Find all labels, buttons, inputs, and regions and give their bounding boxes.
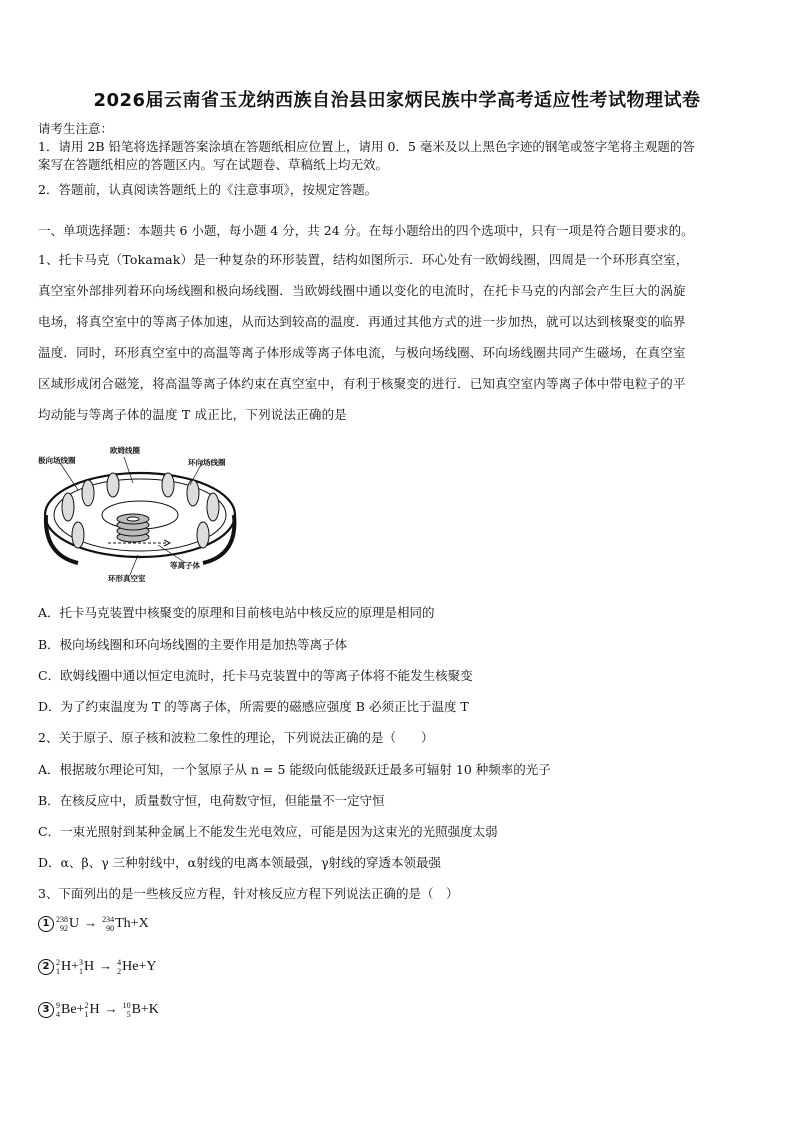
q1-option-c: C．欧姆线圈中通以恒定电流时，托卡马克装置中的等离子体将不能发生核聚变 [38, 668, 473, 683]
q1-stem-line: 电场，将真空室中的等离子体加速，从而达到较高的温度．再通过其他方式的进一步加热，就可以达到核聚变的临界 [38, 314, 686, 329]
mass-number: 234 [102, 915, 115, 925]
reaction-arrow: → [104, 1001, 118, 1016]
label-plasma: 等离子体 [170, 561, 200, 570]
q1-option-a: A．托卡马克装置中核聚变的原理和目前核电站中核反应的原理是相同的 [38, 605, 435, 620]
tokamak-figure [38, 445, 243, 585]
q3-stem: 3、下面列出的是一些核反应方程，针对核反应方程下列说法正确的是（ ） [38, 886, 459, 901]
nuclide-symbol: U [69, 916, 80, 932]
mass-number: 2 [84, 1001, 89, 1011]
label-poloidal-coil: 极向场线圈 [38, 456, 76, 465]
nuclide-symbol: H+ [61, 959, 80, 975]
q1-option-d: D．为了约束温度为 T 的等离子体，所需要的磁感应强度 B 必须正比于温度 T [38, 699, 469, 714]
nuclide-symbol: H [84, 959, 95, 975]
q3-equation-1 [38, 915, 149, 933]
q1-stem-line: 1、托卡马克（Tokamak）是一种复杂的环形装置，结构如图所示．环心处有一欧姆线圈，四周是一个环形真空室， [38, 252, 689, 267]
mass-number: 238 [56, 915, 68, 925]
q2-option-b: B．在核反应中，质量数守恒，电荷数守恒，但能量不一定守恒 [38, 793, 385, 808]
mass-number: 3 [79, 958, 84, 968]
nuclide-symbol: B+K [131, 1002, 159, 1018]
q1-stem-line: 真空室外部排列着环向场线圈和极向场线圈．当欧姆线圈中通以变化的电流时，在托卡马克的内部会产生巨大的涡旋 [38, 283, 686, 298]
nuclide-symbol: Th+X [115, 916, 149, 932]
nuclide-symbol: H [89, 1002, 100, 1018]
q2-option-d: D．α、β、γ 三种射线中，α射线的电离本领最强，γ射线的穿透本领最强 [38, 855, 442, 870]
notice-item-1-line-2: 案写在答题纸相应的答题区内。写在试题卷、草稿纸上均无效。 [38, 157, 389, 172]
q2-option-a: A．根据玻尔理论可知，一个氢原子从 n = 5 能级向低能级跃迁最多可辐射 10 种频率的光子 [38, 762, 551, 777]
atomic-number: 2 [117, 967, 122, 977]
notice-heading: 请考生注意： [38, 121, 114, 136]
q1-stem-line: 均动能与等离子体的温度 T 成正比，下列说法正确的是 [38, 407, 347, 422]
mass-number: 2 [56, 958, 60, 968]
label-ohm-coil: 欧姆线圈 [110, 446, 140, 455]
atomic-number: 90 [106, 924, 115, 934]
atomic-number: 1 [79, 967, 84, 977]
mass-number: 9 [56, 1001, 60, 1011]
circled-number: 1 [38, 916, 54, 932]
q1-option-b: B．极向场线圈和环向场线圈的主要作用是加热等离子体 [38, 637, 348, 652]
atomic-number: 4 [56, 1010, 60, 1020]
notice-item-1-line-1: 1．请用 2B 铅笔将选择题答案涂填在答题纸相应位置上，请用 0．5 毫米及以上黑色字迹的钢笔或签字笔将主观题的答 [38, 139, 695, 154]
q1-stem-line: 区域形成闭合磁笼，将高温等离子体约束在真空室中，有利于核聚变的进行．已知真空室内等离子体中带电粒子的平 [38, 376, 686, 391]
reaction-arrow: → [99, 958, 113, 973]
exam-title: 2026届云南省玉龙纳西族自治县田家炳民族中学高考适应性考试物理试卷 [93, 90, 701, 111]
circled-number: 2 [38, 959, 54, 975]
circled-number: 3 [38, 1002, 54, 1018]
nuclide-symbol: He+Y [122, 959, 157, 975]
mass-number: 10 [122, 1001, 131, 1011]
q2-option-c: C．一束光照射到某种金属上不能发生光电效应，可能是因为这束光的光照强度太弱 [38, 824, 498, 839]
atomic-number: 1 [56, 967, 60, 977]
q3-equation-2 [38, 958, 156, 976]
label-vacuum-chamber: 环形真空室 [108, 574, 146, 583]
nuclide-symbol: Be+ [61, 1002, 85, 1018]
atomic-number: 92 [60, 924, 68, 934]
q3-equation-3 [38, 1001, 159, 1019]
label-toroidal-coil: 环向场线圈 [188, 458, 226, 467]
q2-stem: 2、关于原子、原子核和波粒二象性的理论，下列说法正确的是（ ） [38, 730, 434, 745]
notice-item-2: 2．答题前，认真阅读答题纸上的《注意事项》，按规定答题。 [38, 182, 378, 197]
reaction-arrow: → [84, 915, 98, 930]
atomic-number: 5 [126, 1010, 131, 1020]
q1-stem-line: 温度．同时，环形真空室中的高温等离子体形成等离子体电流，与极向场线圈、环向场线圈共同产生磁场，在真空室 [38, 345, 686, 360]
atomic-number: 1 [84, 1010, 89, 1020]
section-heading: 一、单项选择题：本题共 6 小题，每小题 4 分，共 24 分。在每小题给出的四个选项中，只有一项是符合题目要求的。 [38, 223, 694, 238]
mass-number: 4 [117, 958, 122, 968]
